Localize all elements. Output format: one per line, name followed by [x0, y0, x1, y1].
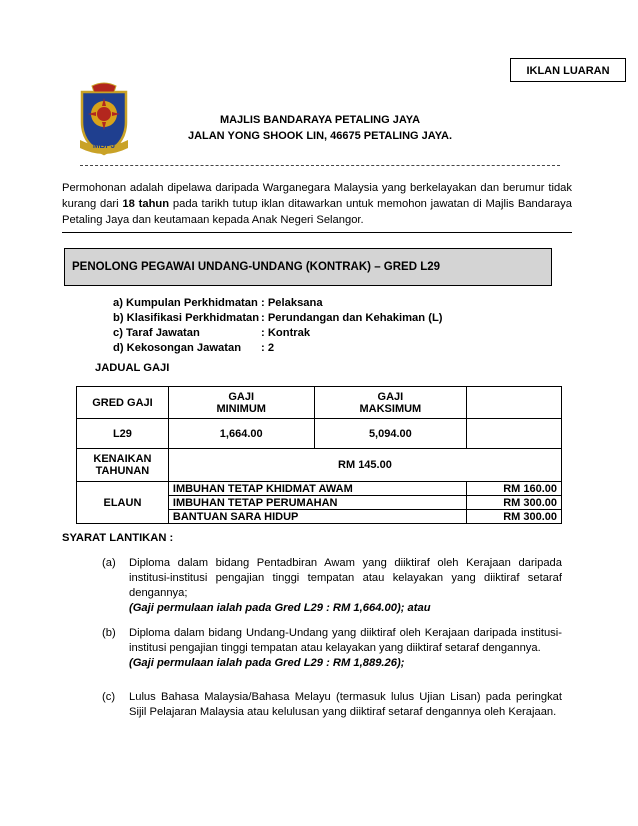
logo-text: MBPJ [92, 141, 116, 150]
info-row: c) Taraf Jawatan : Kontrak [113, 327, 311, 339]
position-title: PENOLONG PEGAWAI UNDANG-UNDANG (KONTRAK) – GRED L29 [64, 248, 552, 286]
table-row: IMBUHAN TETAP PERUMAHAN RM 300.00 [77, 496, 562, 510]
requirement-item: (c) Lulus Bahasa Malaysia/Bahasa Melayu (termasuk lulus Ujian Lisan) pada peringkat Sijil Pelajaran Malaysia atau kelulusan yang diiktiraf setaraf dengannya oleh Kerajaan. [102, 691, 562, 718]
section-divider [62, 232, 572, 233]
table-row: ELAUN IMBUHAN TETAP KHIDMAT AWAM RM 160.00 [77, 482, 562, 496]
intro-paragraph: Permohonan adalah dipelawa daripada Warganegara Malaysia yang berkelayakan dan berumur tidak kurang dari 18 tahun pada tarikh tutup iklan ditawarkan untuk memohon jawatan di Majlis Bandaraya Petaling Jaya dan keutamaan kepada Anak Negeri Selangor. [62, 182, 572, 226]
info-row: a) Kumpulan Perkhidmatan : Pelaksana [113, 297, 323, 309]
organisation-name: MAJLIS BANDARAYA PETALING JAYA [219, 114, 421, 126]
salary-schedule-title: JADUAL GAJI [95, 362, 170, 374]
table-row: BANTUAN SARA HIDUP RM 300.00 [77, 510, 562, 524]
table-row: L29 1,664.00 5,094.00 [77, 419, 562, 449]
header-divider [80, 165, 560, 166]
advert-type-badge: IKLAN LUARAN [510, 58, 626, 82]
table-row: KENAIKAN TAHUNAN RM 145.00 [77, 449, 562, 482]
info-row: b) Klasifikasi Perkhidmatan : Perundangan dan Kehakiman (L) [113, 312, 443, 324]
info-row: d) Kekosongan Jawatan : 2 [113, 342, 275, 354]
salary-table [76, 386, 562, 524]
position-info [113, 296, 443, 356]
table-header-row: GRED GAJI GAJI MINIMUM GAJI MAKSIMUM [77, 387, 562, 419]
requirement-item: (a) Diploma dalam bidang Pentadbiran Awam yang diiktiraf oleh Kerajaan daripada institusi-institusi pengajian tinggi tempatan atau kelayakan yang diiktiraf setaraf dengannya; (Gaji permulaan ialah pada Gred L29 : RM 1,664.00); atau [102, 557, 562, 614]
mbpj-crest-logo [74, 82, 134, 158]
requirement-item: (b) Diploma dalam bidang Undang-Undang yang diiktiraf oleh Kerajaan daripada institusi-institusi pengajian tinggi tempatan atau kelayakan yang diiktiraf setaraf dengannya. (Gaji permulaan ialah pada Gred L29 : RM 1,889.26); [102, 627, 562, 669]
age-requirement: 18 tahun [122, 198, 170, 210]
requirements-title: SYARAT LANTIKAN : [62, 532, 174, 544]
organisation-address: JALAN YONG SHOOK LIN, 46675 PETALING JAYA. [187, 130, 453, 142]
